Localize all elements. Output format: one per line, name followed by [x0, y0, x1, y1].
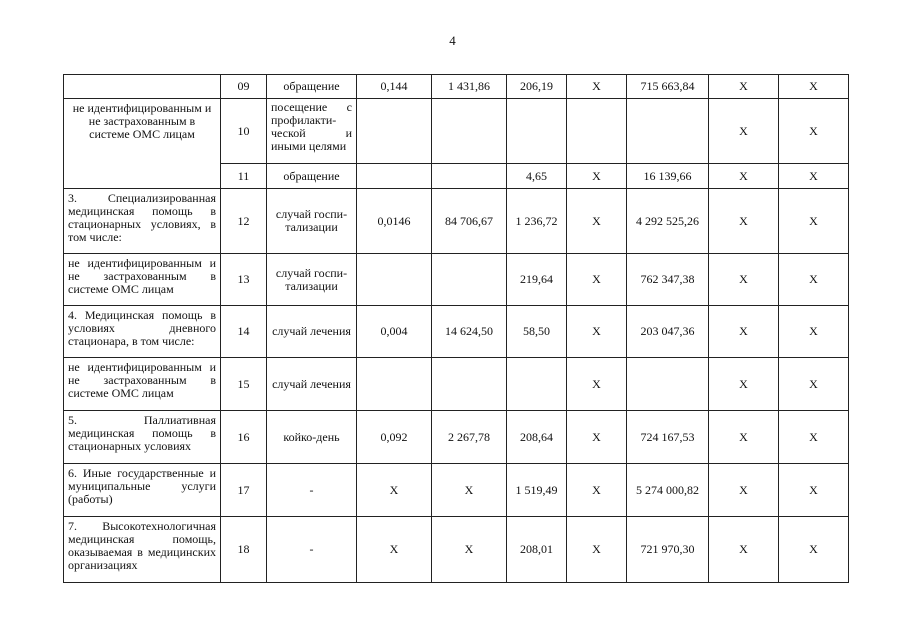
cell-c5: X	[432, 464, 507, 517]
cell-c4: 0,0146	[357, 189, 432, 254]
service-unit: случай лечения	[267, 306, 357, 358]
cell-c10: X	[779, 75, 849, 99]
cell-c8: 203 047,36	[627, 306, 709, 358]
table-row	[64, 254, 849, 306]
cell-c8: 16 139,66	[627, 164, 709, 189]
cell-c5: 1 431,86	[432, 75, 507, 99]
cell-c10: X	[779, 99, 849, 164]
cell-c4	[357, 254, 432, 306]
cell-c6: 1 236,72	[507, 189, 567, 254]
cell-c5: 14 624,50	[432, 306, 507, 358]
cell-c9: X	[709, 75, 779, 99]
cell-c7: X	[567, 358, 627, 411]
row-label: не идентифицированным и не застрахованным в системе ОМС лицам	[64, 99, 221, 189]
cell-c7: X	[567, 306, 627, 358]
page-number: 4	[449, 33, 456, 48]
cell-c6: 208,01	[507, 517, 567, 583]
table-row	[64, 75, 849, 99]
cell-c9: X	[709, 254, 779, 306]
cell-c6: 208,64	[507, 411, 567, 464]
cell-c10: X	[779, 358, 849, 411]
row-label: 5. Паллиативная медицинская помощь в стационарных условиях	[64, 411, 221, 464]
cell-c6	[507, 358, 567, 411]
cell-c7	[567, 99, 627, 164]
cell-c7: X	[567, 254, 627, 306]
cell-c8: 721 970,30	[627, 517, 709, 583]
cell-c8: 4 292 525,26	[627, 189, 709, 254]
cell-c6: 58,50	[507, 306, 567, 358]
table-row	[64, 358, 849, 411]
cell-c4: 0,092	[357, 411, 432, 464]
cell-c4: X	[357, 464, 432, 517]
cell-c7: X	[567, 164, 627, 189]
row-number: 10	[221, 99, 267, 164]
table-row	[64, 464, 849, 517]
service-unit: койко-день	[267, 411, 357, 464]
cell-c4: X	[357, 517, 432, 583]
row-number: 15	[221, 358, 267, 411]
row-number: 18	[221, 517, 267, 583]
cell-c7: X	[567, 517, 627, 583]
cell-c5	[432, 358, 507, 411]
cell-c10: X	[779, 164, 849, 189]
cell-c6: 219,64	[507, 254, 567, 306]
table-row	[64, 99, 849, 164]
cell-c9: X	[709, 164, 779, 189]
cell-c7: X	[567, 464, 627, 517]
row-number: 13	[221, 254, 267, 306]
cell-c9: X	[709, 306, 779, 358]
service-unit: посещение с профилакти-ческой и иными целями	[267, 99, 357, 164]
row-number: 14	[221, 306, 267, 358]
cell-c9: X	[709, 411, 779, 464]
cell-c5: 2 267,78	[432, 411, 507, 464]
service-unit: случай лечения	[267, 358, 357, 411]
row-number: 12	[221, 189, 267, 254]
row-label: 6. Иные государственные и муниципальные услуги (работы)	[64, 464, 221, 517]
cell-c4	[357, 358, 432, 411]
cell-c6: 206,19	[507, 75, 567, 99]
cell-c8	[627, 99, 709, 164]
table-row	[64, 411, 849, 464]
row-number: 11	[221, 164, 267, 189]
cell-c5	[432, 164, 507, 189]
table-row	[64, 306, 849, 358]
row-number: 09	[221, 75, 267, 99]
table-row	[64, 517, 849, 583]
cell-c7: X	[567, 75, 627, 99]
row-label: 4. Медицинская помощь в условиях дневного стационара, в том числе:	[64, 306, 221, 358]
cell-c8: 762 347,38	[627, 254, 709, 306]
cell-c10: X	[779, 411, 849, 464]
cell-c10: X	[779, 517, 849, 583]
cell-c6: 4,65	[507, 164, 567, 189]
service-unit: случай госпи-тализации	[267, 254, 357, 306]
cell-c5: X	[432, 517, 507, 583]
cell-c4	[357, 164, 432, 189]
cell-c9: X	[709, 99, 779, 164]
cell-c7: X	[567, 189, 627, 254]
cell-c10: X	[779, 189, 849, 254]
cell-c10: X	[779, 254, 849, 306]
cell-c6	[507, 99, 567, 164]
cell-c7: X	[567, 411, 627, 464]
row-label: 7. Высокотехнологичная медицинская помощь, оказываемая в медицинских организациях	[64, 517, 221, 583]
cell-c8: 724 167,53	[627, 411, 709, 464]
cell-c5: 84 706,67	[432, 189, 507, 254]
cell-c8	[627, 358, 709, 411]
service-unit: -	[267, 464, 357, 517]
cell-c5	[432, 254, 507, 306]
table-row	[64, 189, 849, 254]
row-number: 16	[221, 411, 267, 464]
cell-c8: 715 663,84	[627, 75, 709, 99]
cell-c8: 5 274 000,82	[627, 464, 709, 517]
row-label: не идентифицированным и не застрахованным в системе ОМС лицам	[64, 254, 221, 306]
financing-table	[63, 74, 849, 583]
row-number: 17	[221, 464, 267, 517]
cell-c4	[357, 99, 432, 164]
cell-c4: 0,004	[357, 306, 432, 358]
service-unit: обращение	[267, 75, 357, 99]
cell-c9: X	[709, 358, 779, 411]
cell-c10: X	[779, 464, 849, 517]
service-unit: обращение	[267, 164, 357, 189]
cell-c10: X	[779, 306, 849, 358]
cell-c4: 0,144	[357, 75, 432, 99]
cell-c5	[432, 99, 507, 164]
service-unit: -	[267, 517, 357, 583]
row-label: не идентифицированным и не застрахованным в системе ОМС лицам	[64, 358, 221, 411]
row-label	[64, 75, 221, 99]
service-unit: случай госпи-тализации	[267, 189, 357, 254]
cell-c6: 1 519,49	[507, 464, 567, 517]
cell-c9: X	[709, 517, 779, 583]
cell-c9: X	[709, 464, 779, 517]
row-label: 3. Специализированная медицинская помощь в стационарных условиях, в том числе:	[64, 189, 221, 254]
cell-c9: X	[709, 189, 779, 254]
